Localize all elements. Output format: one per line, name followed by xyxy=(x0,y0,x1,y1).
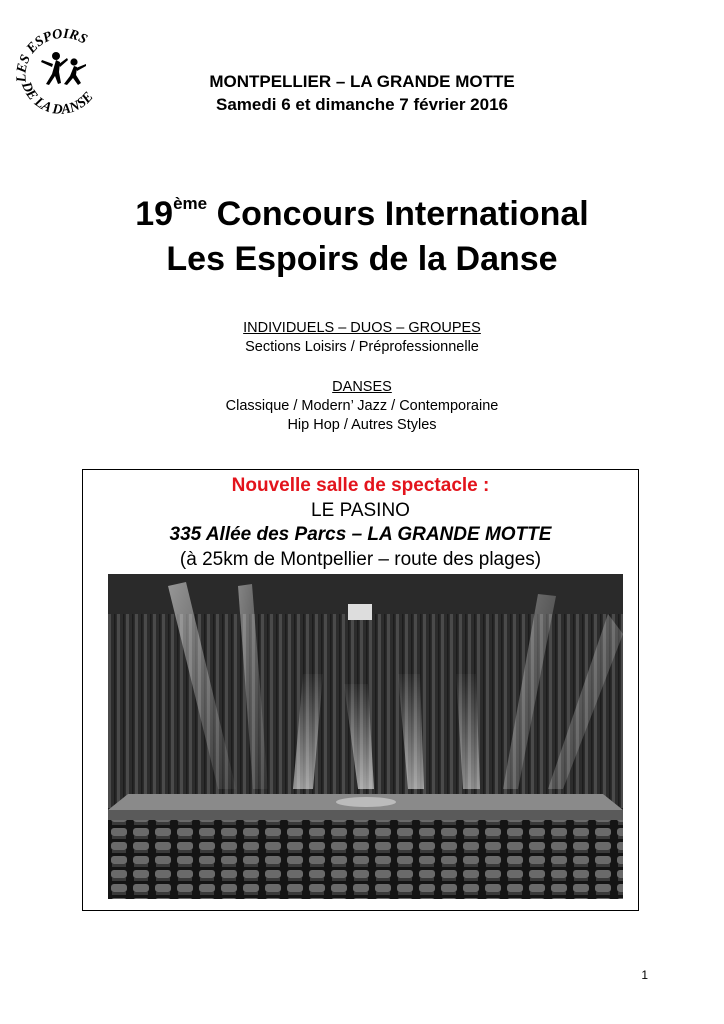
categories-block xyxy=(0,319,724,357)
title-line-2: Les Espoirs de la Danse xyxy=(166,240,558,278)
venue-info xyxy=(83,474,638,572)
venue-address: 335 Allée des Parcs – LA GRANDE MOTTE xyxy=(169,524,552,545)
logo-top-text: LES ESPOIRS xyxy=(14,26,90,83)
categories-heading: INDIVIDUELS – DUOS – GROUPES xyxy=(243,320,481,336)
dances-line-1: Classique / Modern’ Jazz / Contemporaine xyxy=(225,398,499,414)
categories-sections: Sections Loisirs / Préprofessionnelle xyxy=(245,339,479,355)
venue-name: LE PASINO xyxy=(311,499,410,521)
event-dates: Samedi 6 et dimanche 7 février 2016 xyxy=(216,95,508,114)
dances-heading: DANSES xyxy=(332,379,392,395)
theater-stage-photo xyxy=(108,574,623,899)
page-number: 1 xyxy=(641,968,648,982)
dances-block xyxy=(0,378,724,435)
venue-distance: (à 25km de Montpellier – route des plages) xyxy=(179,548,542,570)
title-line1-rest: Concours International xyxy=(207,195,589,233)
event-header xyxy=(0,70,724,116)
page-title xyxy=(0,192,724,282)
title-number: 19 xyxy=(135,195,174,233)
venue-box xyxy=(82,469,639,911)
title-superscript: ème xyxy=(173,194,208,213)
dances-line-2: Hip Hop / Autres Styles xyxy=(287,417,437,433)
venue-announcement: Nouvelle salle de spectacle : xyxy=(231,475,490,496)
title-line-1 xyxy=(0,192,724,237)
logo-bottom-text: DE LA DANSE xyxy=(17,79,97,118)
event-location: MONTPELLIER – LA GRANDE MOTTE xyxy=(209,72,515,91)
